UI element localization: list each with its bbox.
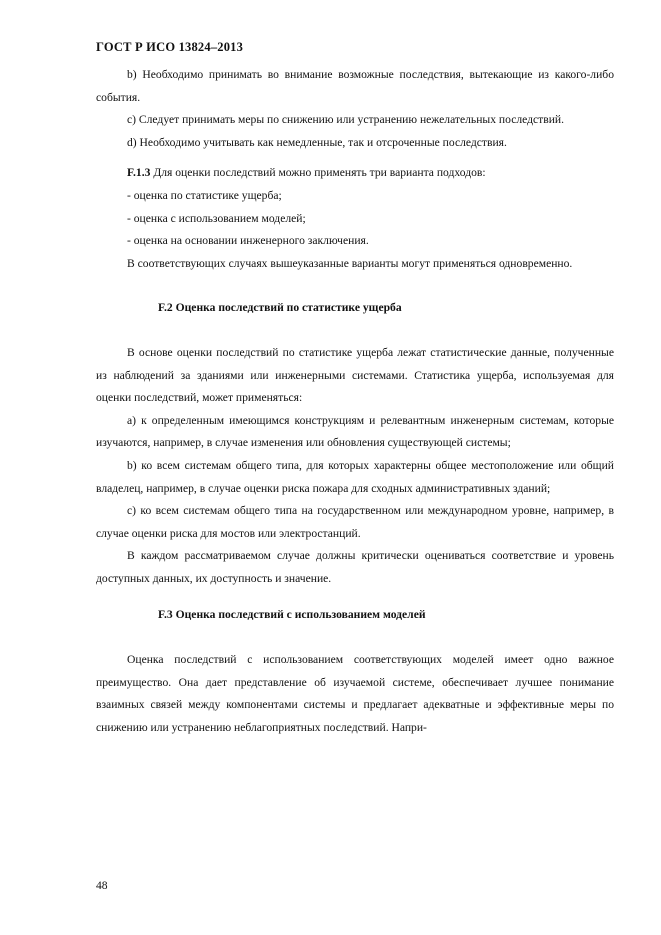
list-item: - оценка на основании инженерного заключения. <box>127 234 369 248</box>
paragraph-f2-a: a) к определенным имеющимся конструкциям и релевантным инженерным системам, которые изучаются, например, в случае изменения или обновления существующей системы; <box>96 413 614 450</box>
clause-f13 <box>96 162 614 185</box>
clause-f13-text: Для оценки последствий можно применять три варианта подходов: <box>150 166 486 180</box>
paragraph-f2-intro: В основе оценки последствий по статистике ущерба лежат статистические данные, полученные из наблюдений за зданиями или инженерными системами. Статистика ущерба, используемая для оценки последствий, может применяться: <box>96 345 614 405</box>
paragraph-concurrent: В соответствующих случаях вышеуказанные варианты могут применяться одновременно. <box>127 256 573 270</box>
document-body <box>96 64 614 739</box>
page-number: 48 <box>96 879 108 892</box>
section-heading-f2: F.2 Оценка последствий по статистике ущерба <box>158 301 402 315</box>
list-item: - оценка с использованием моделей; <box>127 211 306 225</box>
paragraph-f2-c: c) ко всем системам общего типа на государственном или международном уровне, например, в случае оценки риска для мостов или электростанций. <box>96 504 614 540</box>
paragraph-d-immediate: d) Необходимо учитывать как немедленные, так и отсроченные последствия. <box>127 135 507 149</box>
paragraph-f2-b: b) ко всем системам общего типа, для которых характерны общее местоположение или общий владелец, например, в случае оценки риска пожара для сходных административных зданий; <box>96 458 614 495</box>
section-heading-f3: F.3 Оценка последствий с использованием моделей <box>158 608 426 622</box>
paragraph-f2-each: В каждом рассматриваемом случае должны критически оцениваться соответствие и уровень доступных данных, их доступность и значение. <box>96 549 614 585</box>
paragraph-f3-intro: Оценка последствий с использованием соответствующих моделей имеет одно важное преимущество. Она дает представление об изучаемой системе, обеспечивает лучшее понимание взаимных связей между компонентами системы и предлагает адекватные и эффективные меры по снижению или устранению неблагоприятных последствий. Напри- <box>96 653 614 734</box>
document-header: ГОСТ Р ИСО 13824–2013 <box>96 40 244 54</box>
list-item: - оценка по статистике ущерба; <box>127 188 282 202</box>
clause-f13-number: F.1.3 <box>127 166 151 180</box>
paragraph-c-measures: c) Следует принимать меры по снижению или устранению нежелательных последствий. <box>127 113 565 127</box>
paragraph-b-consequences: b) Необходимо принимать во внимание возможные последствия, вытекающие из какого-либо события. <box>96 68 614 104</box>
